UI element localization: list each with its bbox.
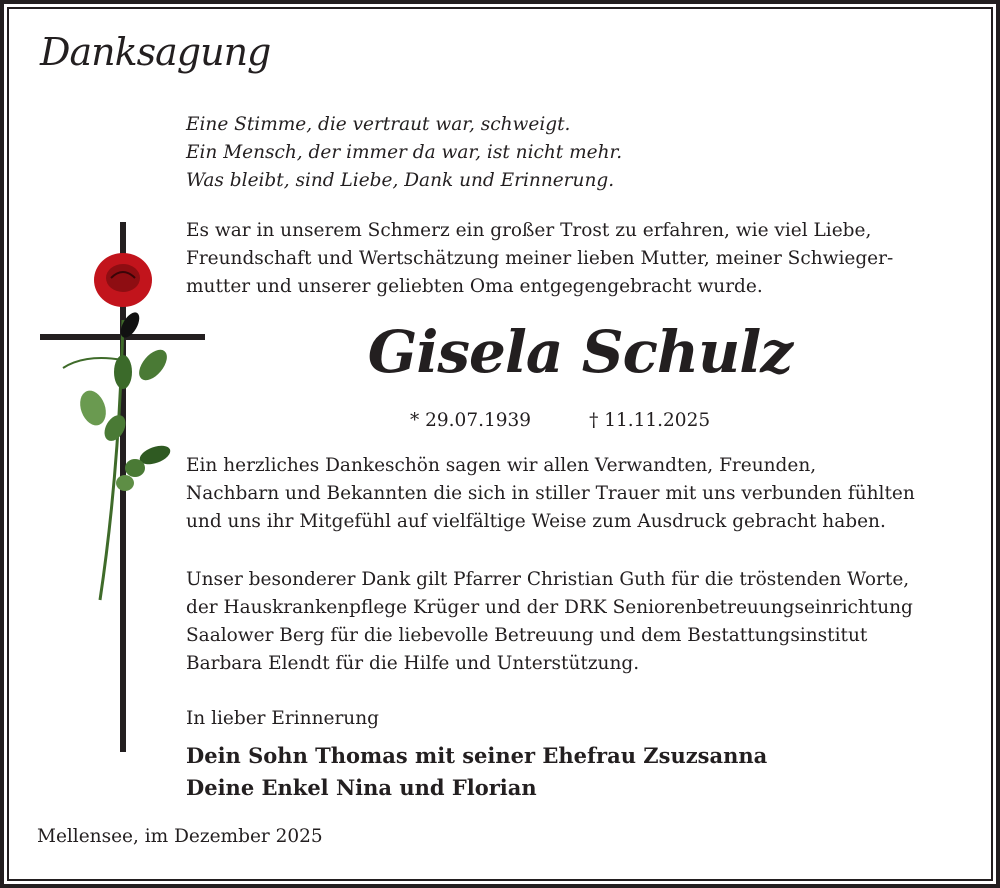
text-line: Barbara Elendt für die Hilfe und Unterstützung. [186, 653, 640, 674]
poem [186, 111, 622, 195]
text-line: Unser besonderer Dank gilt Pfarrer Christian Guth für die tröstenden Worte, [186, 569, 910, 590]
text-line: mutter und unserer geliebten Oma entgegengebracht wurde. [186, 276, 763, 297]
text-line: Ein herzliches Dankeschön sagen wir allen Verwandten, Freunden, [186, 455, 817, 476]
text-line: und uns ihr Mitgefühl auf vielfältige Weise zum Ausdruck gebracht haben. [186, 511, 886, 532]
text-line: Freundschaft und Wertschätzung meiner lieben Mutter, meiner Schwieger- [186, 248, 894, 269]
paragraph-thanks [186, 217, 965, 301]
rose-icon [55, 250, 185, 610]
poem-line: Ein Mensch, der immer da war, ist nicht mehr. [186, 142, 623, 163]
closing: In lieber Erinnerung [186, 708, 379, 729]
poem-line: Was bleibt, sind Liebe, Dank und Erinnerung. [186, 170, 615, 191]
deceased-name: Gisela Schulz [367, 318, 793, 386]
text-line: Nachbarn und Bekannten die sich in stiller Trauer mit uns verbunden fühlten [186, 483, 915, 504]
heading: Danksagung [40, 30, 271, 74]
place-date: Mellensee, im Dezember 2025 [37, 826, 323, 847]
signature-line: Dein Sohn Thomas mit seiner Ehefrau Zsuzsanna [186, 743, 768, 768]
text-line: Saalower Berg für die liebevolle Betreuung und dem Bestattungsinstitut [186, 625, 868, 646]
life-dates [410, 410, 768, 431]
birth-date: * 29.07.1939 [410, 410, 532, 431]
death-date: † 11.11.2025 [589, 410, 711, 431]
signature-line: Deine Enkel Nina und Florian [186, 775, 537, 800]
text-line: Es war in unserem Schmerz ein großer Trost zu erfahren, wie viel Liebe, [186, 220, 872, 241]
paragraph-relatives [186, 452, 965, 536]
signatures [186, 740, 767, 804]
poem-line: Eine Stimme, die vertraut war, schweigt. [186, 114, 571, 135]
text-line: der Hauskrankenpflege Krüger und der DRK Seniorenbetreuungseinrichtung [186, 597, 913, 618]
paragraph-special-thanks [186, 566, 965, 678]
